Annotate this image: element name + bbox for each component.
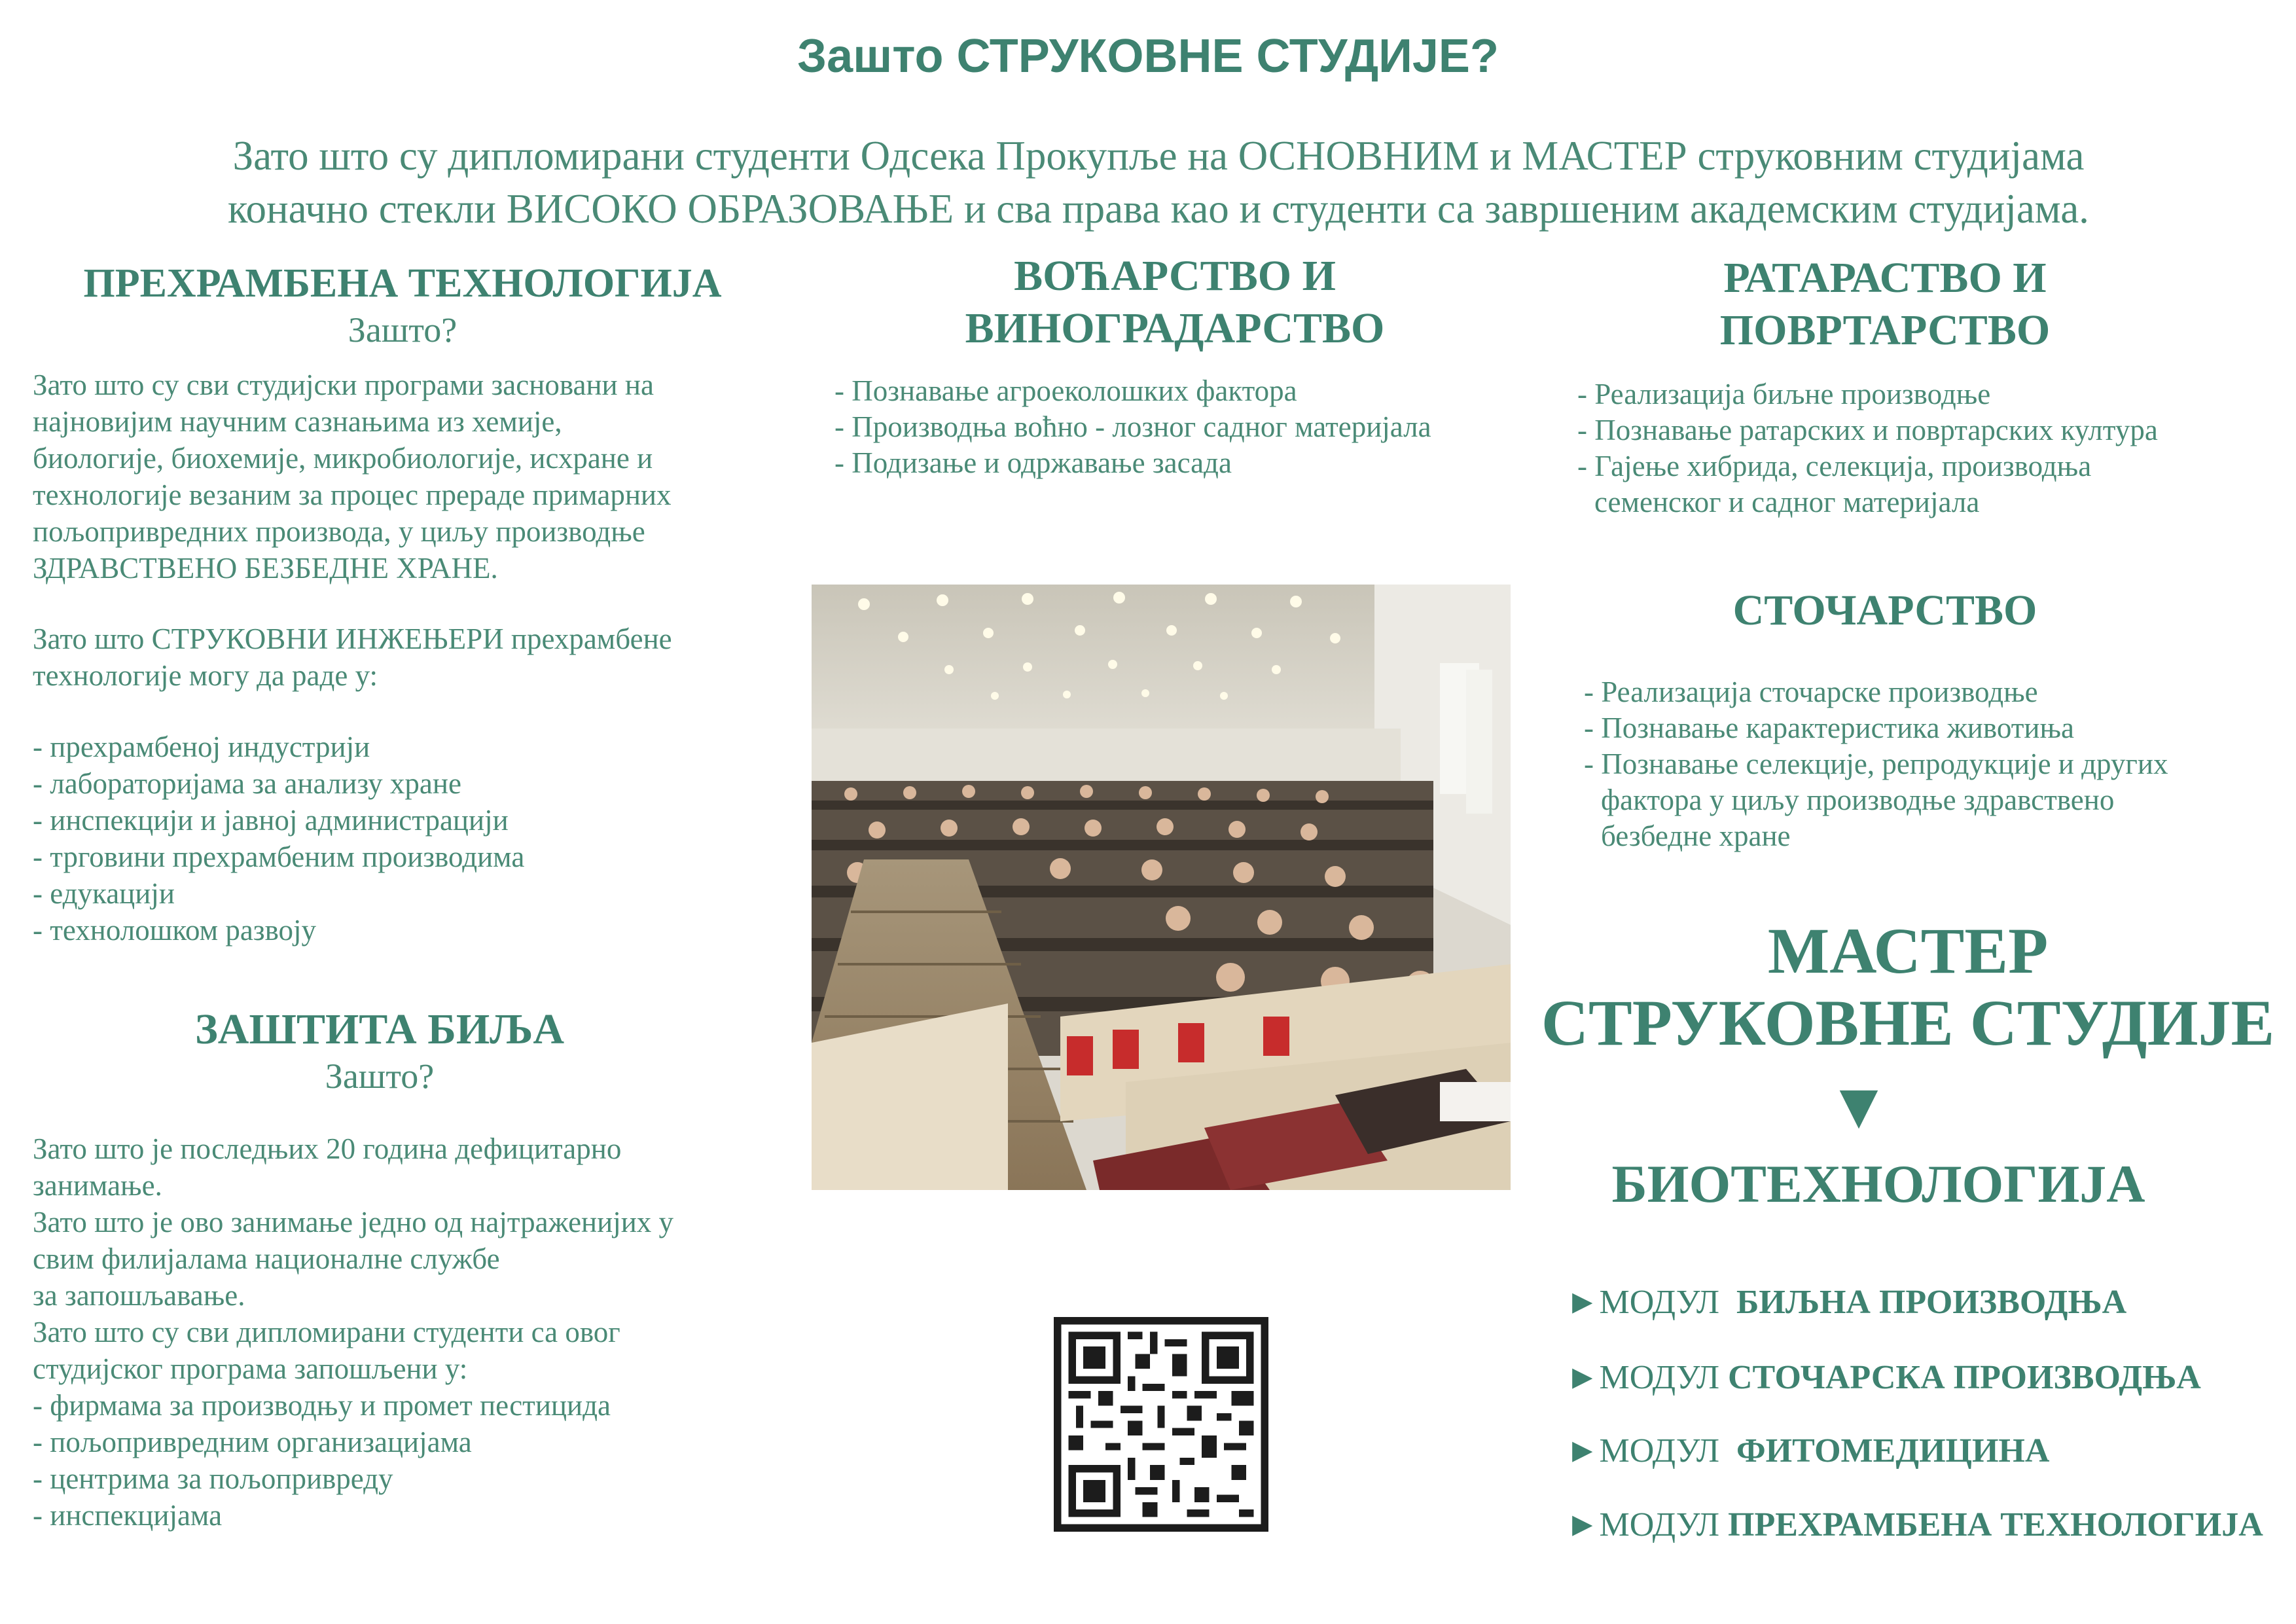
heading-line: РАТАРАСТВО И — [1723, 254, 2047, 302]
module-livestock-production — [1566, 1358, 2201, 1397]
module-prefix: ►МОДУЛ — [1566, 1284, 1719, 1321]
intro-line-2: коначно стекли ВИСОКО ОБРАЗОВАЊЕ и сва права као и студенти са завршеним академским студијама. — [228, 186, 2089, 232]
list-item: - Познавање карактеристика животиња — [1584, 712, 2074, 744]
list-item: - Познавање селекције, репродукције и других — [1584, 748, 2168, 780]
text-line: свим филијалама националне службе — [33, 1242, 500, 1275]
text-line: студијског програма запошљени у: — [33, 1352, 468, 1385]
list-item: фактора у циљу производње здравствено — [1601, 784, 2115, 816]
fruit-list — [834, 373, 1431, 481]
list-item: - едукацији — [33, 877, 175, 910]
text-line: технологије могу да раде у: — [33, 659, 378, 692]
livestock-list — [1584, 674, 2168, 854]
master-studies-title — [1532, 915, 2284, 1059]
module-prefix: ►МОДУЛ — [1566, 1359, 1719, 1396]
lecture-hall-photo — [812, 585, 1511, 1190]
text-line: пољопривредних производа, у циљу производње — [33, 515, 645, 548]
module-prefix: ►МОДУЛ — [1566, 1432, 1719, 1470]
plant-protection-text — [33, 1130, 818, 1534]
text-line: ЗДРАВСТВЕНО БЕЗБЕДНЕ ХРАНЕ. — [33, 552, 498, 585]
text-line: Зато што је последњих 20 година дефицитарно — [33, 1132, 622, 1165]
text-line: - инспекцијама — [33, 1499, 223, 1532]
text-line: технологије везаним за процес прераде примарних — [33, 478, 672, 511]
module-prefix: ►МОДУЛ — [1566, 1506, 1719, 1543]
heading-line: ПОВРТАРСТВО — [1719, 306, 2051, 354]
text-line: Зато што је ово занимање једно од најтраженијих у — [33, 1206, 674, 1238]
list-item: - Производња воћно - лозног садног материјала — [834, 410, 1431, 443]
qr-code[interactable] — [1054, 1317, 1268, 1532]
text-line: занимање. — [33, 1169, 162, 1202]
food-tech-engineers — [33, 621, 818, 694]
list-item: - Познавање агроеколошких фактора — [834, 374, 1297, 407]
food-tech-jobs-list — [33, 729, 818, 948]
text-line: Зато што СТРУКОВНИ ИНЖЕЊЕРИ прехрамбене — [33, 623, 672, 655]
module-plant-production — [1566, 1283, 2126, 1322]
biotechnology-heading: БИОТЕХНОЛОГИЈА — [1611, 1154, 2145, 1214]
module-phytomedicine — [1566, 1432, 2049, 1470]
livestock-heading: СТОЧАРСТВО — [1732, 586, 2037, 634]
text-line: Зато што су сви дипломирани студенти са овог — [33, 1316, 620, 1348]
list-item: - Гајење хибрида, селекција, производња — [1577, 450, 2092, 482]
heading-line: СТРУКОВНЕ СТУДИЈЕ — [1541, 986, 2275, 1059]
text-line: Зато што су сви студијски програми засновани на — [33, 369, 654, 401]
fruit-heading — [844, 250, 1505, 355]
text-line: најновијим научним сазнањима из хемије, — [33, 405, 562, 438]
list-item: - прехрамбеној индустрији — [33, 731, 370, 763]
list-item: - Реализација биљне производње — [1577, 378, 1991, 410]
food-tech-subheading: Зашто? — [348, 310, 457, 350]
list-item: семенског и садног материјала — [1594, 486, 1980, 518]
heading-line: МАСТЕР — [1767, 914, 2049, 987]
plant-protection-heading: ЗАШТИТА БИЉА — [194, 1005, 565, 1053]
list-item: - трговини прехрамбеним производима — [33, 840, 525, 873]
crops-list — [1577, 376, 2158, 520]
list-item: - Познавање ратарских и повртарских култура — [1577, 414, 2158, 446]
text-line: - фирмама за производњу и промет пестицида — [33, 1389, 611, 1422]
page-title: Зашто СТРУКОВНЕ СТУДИЈЕ? — [797, 30, 1499, 82]
down-triangle-icon: ▼ — [1826, 1070, 1892, 1142]
module-name: ФИТОМЕДИЦИНА — [1736, 1432, 2050, 1470]
text-line: биологије, биохемије, микробиологије, исхране и — [33, 442, 653, 475]
list-item: безбедне хране — [1601, 820, 1791, 852]
module-name: БИЉНА ПРОИЗВОДЊА — [1736, 1284, 2127, 1321]
list-item: - Реализација сточарске производње — [1584, 676, 2038, 708]
plant-protection-subheading: Зашто? — [325, 1056, 435, 1096]
text-line: - центрима за пољопривреду — [33, 1462, 393, 1495]
module-food-technology — [1566, 1506, 2263, 1544]
list-item: - инспекцији и јавној администрацији — [33, 804, 509, 837]
text-line: - пољопривредним организацијама — [33, 1426, 472, 1458]
food-tech-heading: ПРЕХРАМБЕНА ТЕХНОЛОГИЈА — [83, 261, 722, 306]
list-item: - технолошком развоју — [33, 914, 317, 947]
heading-line: ВОЋАРСТВО И — [1014, 252, 1336, 300]
food-tech-description — [33, 367, 818, 586]
heading-line: ВИНОГРАДАРСТВО — [965, 304, 1385, 352]
list-item: - Подизање и одржавање засада — [834, 446, 1232, 479]
crops-heading — [1571, 252, 2199, 357]
list-item: - лабораторијама за анализу хране — [33, 767, 461, 800]
intro-text — [92, 130, 2225, 236]
module-name: СТОЧАРСКА ПРОИЗВОДЊА — [1728, 1359, 2201, 1396]
text-line: за запошљавање. — [33, 1279, 245, 1312]
module-name: ПРЕХРАМБЕНА ТЕХНОЛОГИЈА — [1728, 1506, 2263, 1543]
intro-line-1: Зато што су дипломирани студенти Одсека Прокупље на ОСНОВНИМ и МАСТЕР струковним студијама — [232, 133, 2085, 179]
